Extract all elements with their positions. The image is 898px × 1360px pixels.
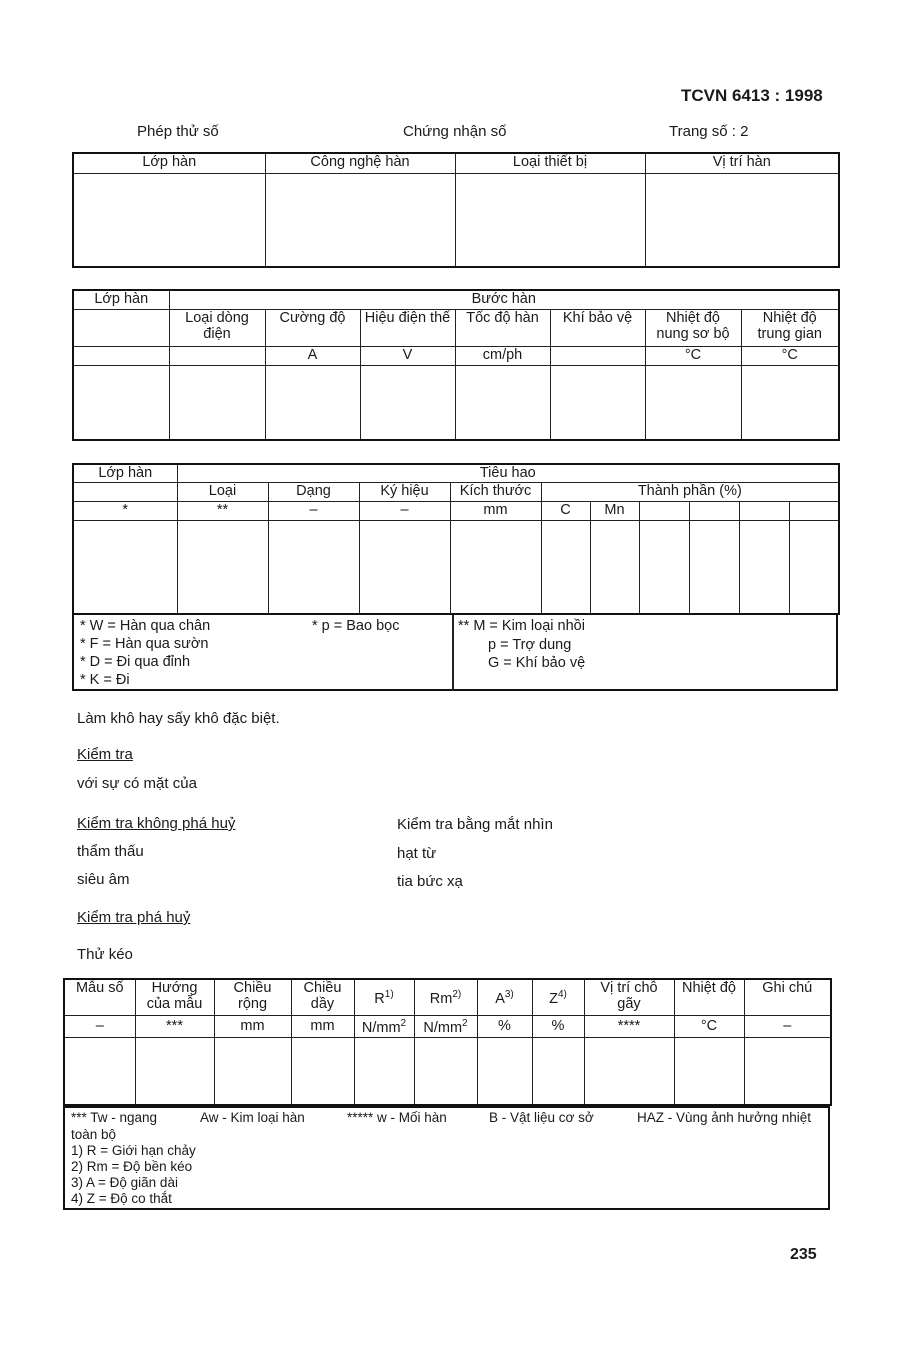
col-header-current-type: Loại dòng điện: [169, 309, 265, 346]
unit-a: %: [477, 1015, 532, 1037]
legend-item: B - Vật liệu cơ sở: [489, 1110, 594, 1125]
legend-item: ***** w - Mối hàn: [347, 1110, 447, 1125]
unit-text: N/mm: [361, 1019, 401, 1036]
col-header-amperage: Cường độ: [265, 309, 360, 346]
unit-cell: [169, 346, 265, 365]
unit-cell: **: [177, 501, 268, 520]
visual-inspection-text: Kiểm tra bằng mắt nhìn: [397, 816, 553, 833]
z-label: Z: [549, 991, 558, 1008]
col-header-speed: Tốc độ hàn: [455, 309, 550, 346]
unit-cell: ***: [135, 1015, 214, 1037]
unit-width: mm: [214, 1015, 291, 1037]
unit-cell: –: [359, 501, 450, 520]
col-header-form: Dạng: [268, 482, 359, 501]
col-header-position: Vị trí hàn: [645, 153, 839, 173]
col-header-preheat: Nhiệt độ nung sơ bộ: [645, 309, 741, 346]
legend-item: * p = Bao bọc: [312, 618, 400, 634]
consumables-table: [72, 463, 840, 615]
unit-cell: –: [64, 1015, 135, 1037]
legend-item: HAZ - Vùng ảnh hưởng nhiệt: [637, 1110, 811, 1125]
penetrant-text: thẩm thấu: [77, 843, 144, 860]
unit-cell: ****: [584, 1015, 674, 1037]
footnote-mark: 4): [557, 989, 567, 1001]
drying-text: Làm khô hay sấy khô đặc biệt.: [77, 710, 280, 727]
a-label: A: [495, 991, 505, 1008]
welding-info-table: [72, 152, 840, 268]
footnote-mark: 3): [504, 989, 514, 1001]
tensile-legend: [63, 1106, 830, 1210]
legend-item: * K = Đi: [80, 672, 130, 688]
ultrasonic-text: siêu âm: [77, 871, 130, 888]
unit-voltage: V: [360, 346, 455, 365]
col-header-a: [477, 979, 532, 1015]
unit-z: %: [532, 1015, 584, 1037]
test-number-label: Phép thử số: [137, 123, 219, 140]
footnote-mark: 2): [452, 989, 462, 1001]
col-header-remarks: Ghi chú: [744, 979, 831, 1015]
unit-sup: 2: [462, 1018, 468, 1030]
page-number: 235: [790, 1246, 817, 1263]
col-header-layer: Lớp hàn: [73, 290, 169, 309]
unit-r: [354, 1015, 414, 1037]
welding-parameters-table: [72, 289, 840, 441]
tensile-test-heading: Thử kéo: [77, 946, 133, 963]
tensile-test-table: [63, 978, 832, 1106]
radiography-text: tia bức xạ: [397, 873, 463, 890]
col-header-rm: [414, 979, 477, 1015]
unit-thickness: mm: [291, 1015, 354, 1037]
col-header-interpass: Nhiệt độ trung gian: [741, 309, 839, 346]
unit-carbon: C: [541, 501, 590, 520]
inspection-heading: Kiểm tra: [77, 746, 133, 763]
presence-text: với sự có mặt của: [77, 775, 197, 792]
legend-item: G = Khí bảo vệ: [488, 655, 586, 671]
unit-temperature: °C: [674, 1015, 744, 1037]
ndt-heading: Kiểm tra không phá huỷ: [77, 815, 236, 832]
unit-speed: cm/ph: [455, 346, 550, 365]
unit-cell: *: [73, 501, 177, 520]
legend-item: * D = Đi qua đỉnh: [80, 654, 191, 670]
standard-code: TCVN 6413 : 1998: [681, 86, 823, 105]
col-header-fracture-location: Vị trí chỗ gãy: [584, 979, 674, 1015]
unit-cell: [550, 346, 645, 365]
page-number-label: Trang số : 2: [669, 123, 749, 140]
legend-item: *** Tw - ngang: [71, 1110, 158, 1125]
divider: [452, 615, 454, 691]
unit-amperage: A: [265, 346, 360, 365]
footnote-item: 4) Z = Độ co thắt: [71, 1191, 172, 1206]
col-header-equipment: Loại thiết bị: [455, 153, 645, 173]
legend-item: * W = Hàn qua chân: [80, 618, 211, 634]
unit-cell: –: [744, 1015, 831, 1037]
col-header-layer: Lớp hàn: [73, 464, 177, 482]
col-header-composition: Thành phần (%): [541, 482, 839, 501]
col-header-z: [532, 979, 584, 1015]
unit-interpass: °C: [741, 346, 839, 365]
col-header-sample-no: Mẫu số: [64, 979, 135, 1015]
unit-manganese: Mn: [590, 501, 639, 520]
col-header-voltage: Hiệu điện thế: [360, 309, 455, 346]
certificate-number-label: Chứng nhận số: [403, 123, 507, 140]
col-header-temperature: Nhiệt độ: [674, 979, 744, 1015]
unit-preheat: °C: [645, 346, 741, 365]
group-header-consumables: Tiêu hao: [177, 464, 839, 482]
r-label: R: [374, 991, 385, 1008]
rm-label: Rm: [429, 991, 453, 1008]
unit-cell: –: [268, 501, 359, 520]
col-header-technology: Công nghệ hàn: [265, 153, 455, 173]
consumables-legend: [72, 613, 838, 691]
legend-item: p = Trợ dung: [488, 637, 572, 653]
legend-item: ** M = Kim loại nhồi: [458, 618, 585, 634]
destructive-test-heading: Kiểm tra phá huỷ: [77, 909, 191, 926]
group-header-welding-step: Bước hàn: [169, 290, 839, 309]
footnote-item: 2) Rm = Độ bền kéo: [71, 1159, 193, 1174]
legend-item: * F = Hàn qua sườn: [80, 636, 209, 652]
col-header-r: [354, 979, 414, 1015]
footnote-item: 1) R = Giới hạn chảy: [71, 1143, 196, 1158]
col-header-symbol: Ký hiệu: [359, 482, 450, 501]
col-header-size: Kích thước: [450, 482, 541, 501]
legend-item: toàn bộ: [71, 1127, 117, 1142]
unit-rm: [414, 1015, 477, 1037]
col-header-orientation: Hướng của mẫu: [135, 979, 214, 1015]
unit-sup: 2: [400, 1018, 407, 1030]
col-header-thickness: Chiều dầy: [291, 979, 354, 1015]
col-header-layer: Lớp hàn: [73, 153, 265, 173]
unit-size: mm: [450, 501, 541, 520]
col-header-shield-gas: Khí bảo vệ: [550, 309, 645, 346]
col-header-type: Loại: [177, 482, 268, 501]
unit-cell: [73, 346, 169, 365]
magnetic-text: hạt từ: [397, 845, 437, 862]
footnote-item: 3) A = Độ giãn dài: [71, 1175, 178, 1190]
unit-text: N/mm: [423, 1019, 463, 1036]
legend-item: Aw - Kim loại hàn: [200, 1110, 305, 1125]
footnote-mark: 1): [384, 989, 394, 1001]
col-header-width: Chiều rộng: [214, 979, 291, 1015]
